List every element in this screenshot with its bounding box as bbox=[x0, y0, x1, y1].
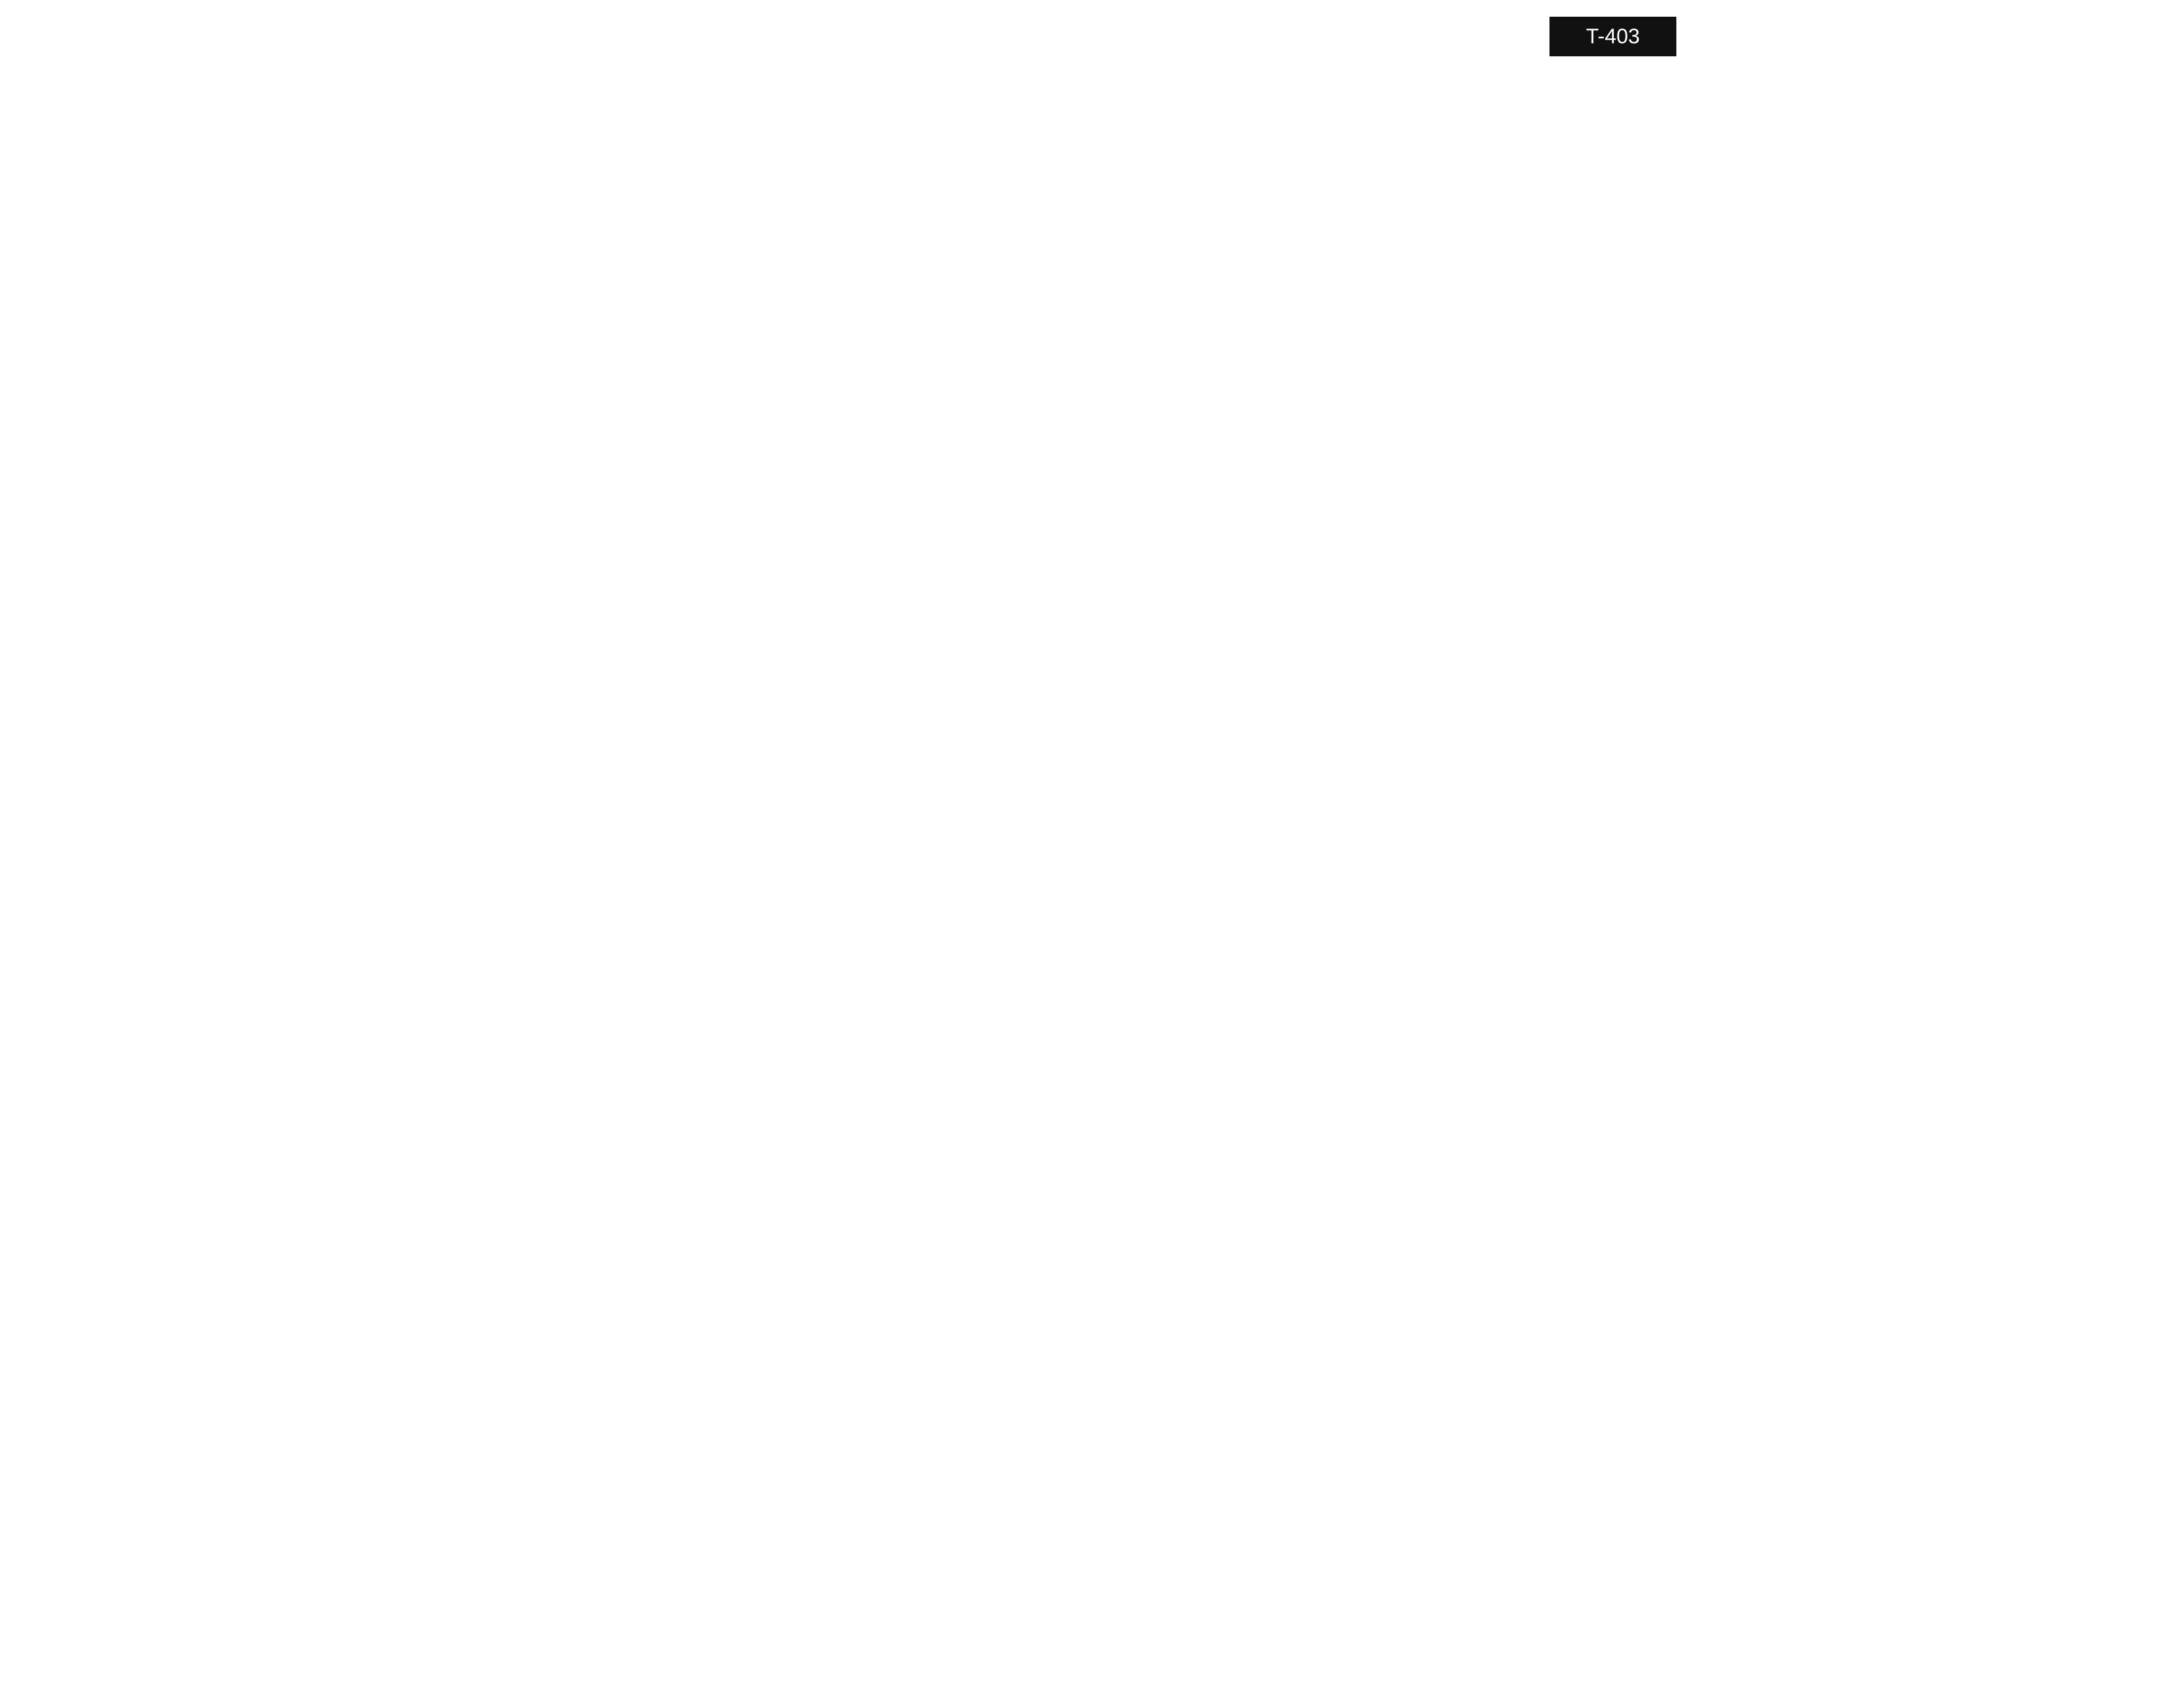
page-code-badge: T-403 bbox=[1549, 17, 1676, 56]
